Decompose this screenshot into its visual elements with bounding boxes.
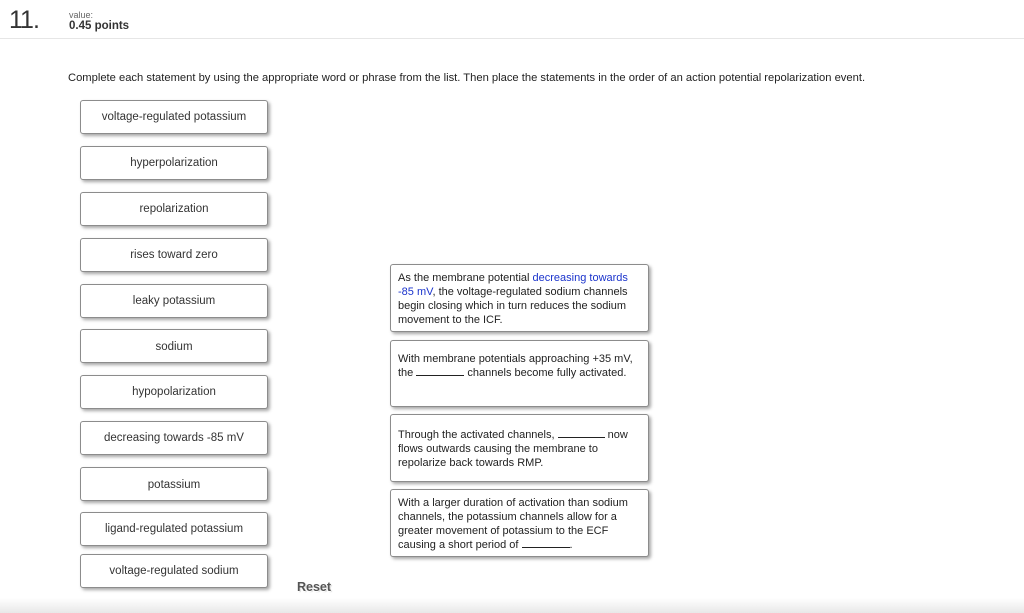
- choice-tile[interactable]: [80, 329, 268, 363]
- choice-label: sodium: [155, 341, 193, 353]
- statement-text: With a larger duration of activation than sodium channels, the potassium channels allow for a greater movement of potassium to the ECF causing a short period of: [398, 497, 628, 551]
- choice-label: potassium: [147, 479, 201, 491]
- points-value: 0.45 points: [69, 20, 130, 32]
- statement-text: , the voltage-regulated sodium channels begin closing which in turn reduces the sodium movement to the ICF.: [398, 286, 628, 326]
- statement-card[interactable]: [390, 489, 649, 557]
- choice-label: voltage-regulated sodium: [109, 565, 239, 577]
- choice-tile[interactable]: [80, 375, 268, 409]
- value-label: value:: [69, 10, 94, 20]
- choice-tile[interactable]: [80, 554, 268, 588]
- choice-tile[interactable]: [80, 467, 268, 501]
- statement-text: now flows outwards causing the membrane to repolarize back towards RMP.: [398, 429, 628, 469]
- instructions: Complete each statement by using the appropriate word or phrase from the list. Then place the statements in the order of an action potential repolarization event.: [68, 72, 866, 84]
- header-divider: [0, 38, 1024, 39]
- question-number: 11.: [9, 6, 39, 34]
- choice-label: hyperpolarization: [130, 157, 218, 169]
- choice-label: leaky potassium: [132, 295, 216, 307]
- statement-text: As the membrane potential: [398, 272, 533, 284]
- choice-tile[interactable]: [80, 512, 268, 546]
- statement-text: Through the activated channels,: [398, 429, 558, 441]
- choice-label: repolarization: [139, 203, 209, 215]
- choice-label: ligand-regulated potassium: [104, 523, 244, 535]
- statement-card[interactable]: [390, 340, 649, 407]
- bottom-edge: [0, 598, 1024, 613]
- choice-label: decreasing towards -85 mV: [104, 432, 244, 444]
- choice-tile[interactable]: [80, 192, 268, 226]
- choice-tile[interactable]: [80, 238, 268, 272]
- answer-blank[interactable]: [522, 538, 570, 548]
- statement-card[interactable]: [390, 414, 649, 482]
- filled-answer[interactable]: decreasing towards -85 mV: [398, 272, 628, 298]
- choice-tile[interactable]: [80, 100, 268, 134]
- choice-label: rises toward zero: [130, 249, 218, 261]
- answer-blank[interactable]: [558, 428, 605, 438]
- statement-text: channels become fully activated.: [464, 367, 627, 379]
- statement-text: With membrane potentials approaching +35 mV, the: [398, 353, 633, 379]
- choice-label: voltage-regulated potassium: [101, 111, 247, 123]
- statement-card[interactable]: [390, 264, 649, 332]
- choice-tile[interactable]: [80, 284, 268, 318]
- statement-text: .: [569, 539, 573, 551]
- choice-label: hypopolarization: [132, 386, 216, 398]
- reset-button[interactable]: Reset: [297, 580, 332, 594]
- answer-blank[interactable]: [416, 366, 464, 376]
- choice-tile[interactable]: [80, 421, 268, 455]
- choice-tile[interactable]: [80, 146, 268, 180]
